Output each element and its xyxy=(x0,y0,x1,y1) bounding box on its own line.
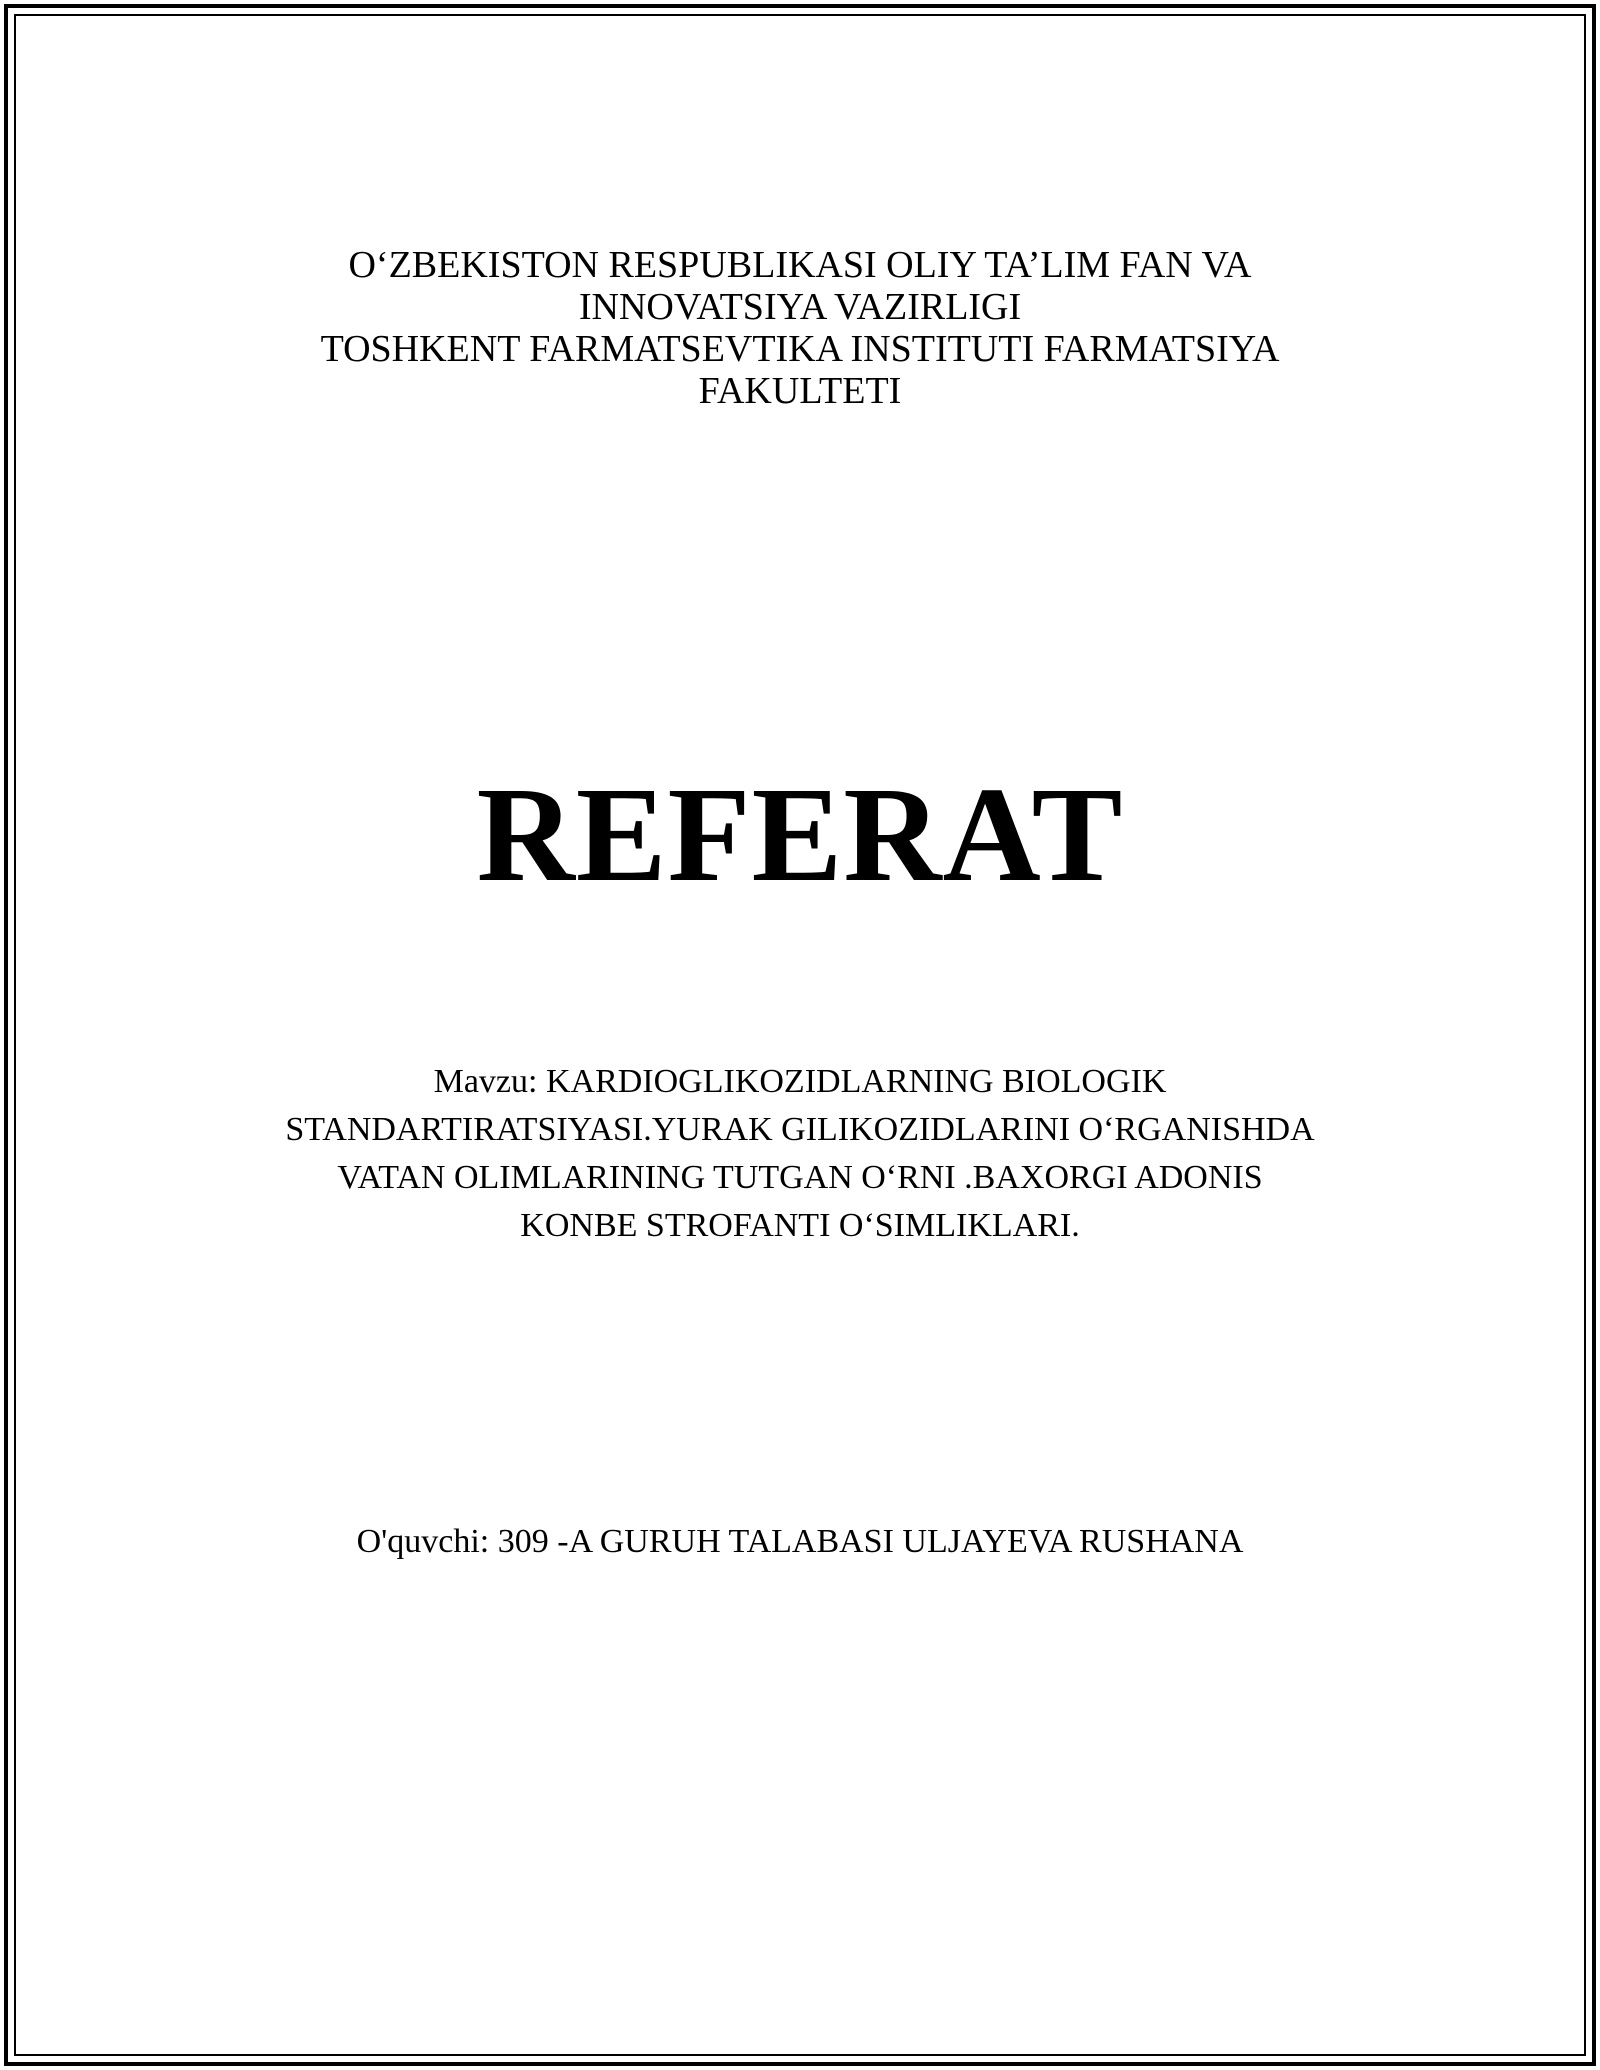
topic-block xyxy=(0,1058,1600,1250)
header-line: FAKULTETI xyxy=(698,370,902,412)
institution-header xyxy=(0,244,1600,412)
topic-line: STANDARTIRATSIYASI.YURAK GILIKOZIDLARINI O‘RGANISHDA xyxy=(285,1111,1315,1148)
topic-line: KONBE STROFANTI O‘SIMLIKLARI. xyxy=(520,1207,1080,1244)
topic-line: VATAN OLIMLARINING TUTGAN O‘RNI .BAXORGI ADONIS xyxy=(337,1159,1263,1196)
header-line: O‘ZBEKISTON RESPUBLIKASI OLIY TA’LIM FAN VA xyxy=(348,244,1252,286)
student-info: O'quvchi: 309 -A GURUH TALABASI ULJAYEVA RUSHANA xyxy=(356,1523,1244,1560)
document-title: REFERAT xyxy=(476,760,1124,910)
header-line: TOSHKENT FARMATSEVTIKA INSTITUTI FARMATSIYA xyxy=(320,328,1280,370)
topic-line: Mavzu: KARDIOGLIKOZIDLARNING BIOLOGIK xyxy=(433,1063,1167,1100)
header-line: INNOVATSIYA VAZIRLIGI xyxy=(578,286,1022,328)
